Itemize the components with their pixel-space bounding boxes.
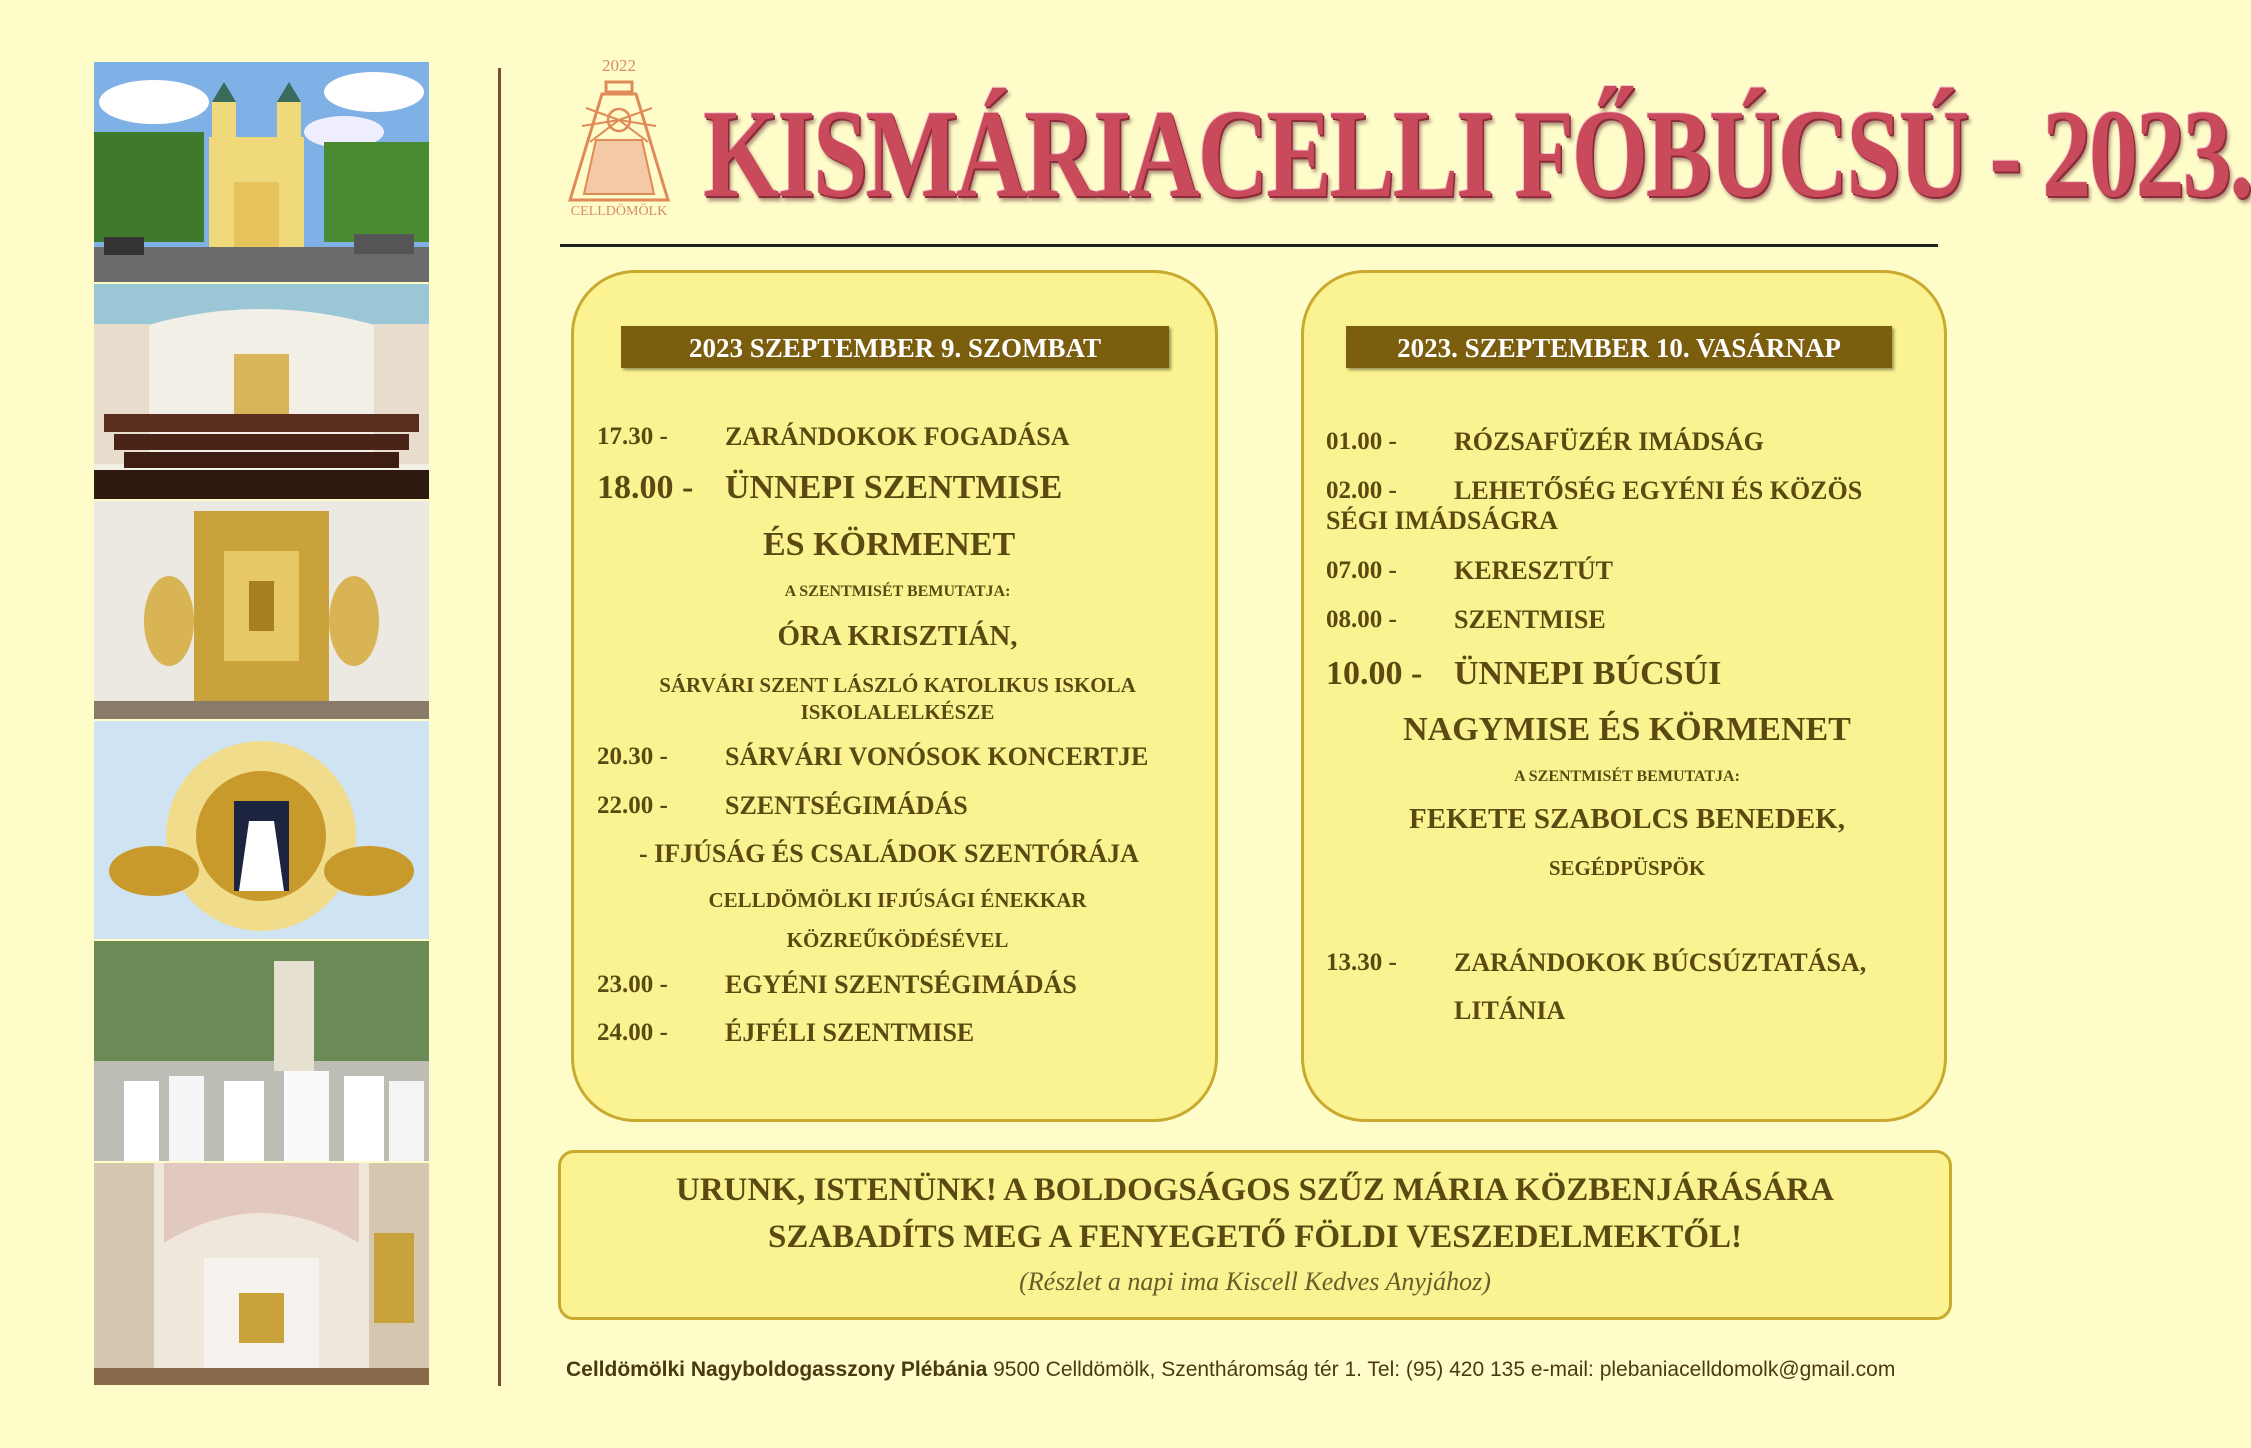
celebrant-name: FEKETE SZABOLCS BENEDEK, bbox=[1409, 803, 1845, 835]
time: 18.00 - bbox=[597, 469, 694, 506]
event: ÉJFÉLI SZENTMISE bbox=[725, 1018, 975, 1047]
event: SÁRVÁRI VONÓSOK KONCERTJE bbox=[725, 742, 1149, 771]
photo-strip bbox=[94, 62, 429, 1385]
footer-contact bbox=[566, 1358, 1966, 1382]
time: 20.30 - bbox=[597, 743, 668, 770]
photo-altar bbox=[94, 501, 429, 719]
time: 17.30 - bbox=[597, 423, 668, 450]
event: SZENTSÉGIMÁDÁS bbox=[725, 791, 968, 820]
page-title: KISMÁRIACELLI FŐBÚCSÚ - 2023. bbox=[703, 85, 2251, 224]
logo-town: CELLDÖMÖLK bbox=[570, 204, 668, 219]
time: 22.00 - bbox=[597, 792, 668, 819]
time: 02.00 - bbox=[1326, 477, 1397, 504]
event-wrap: SÉGI IMÁDSÁGRA bbox=[1326, 506, 1558, 535]
celebrant-note: A SZENTMISÉT BEMUTATJA: bbox=[1514, 768, 1740, 785]
parish-name: Celldömölki Nagyboldogasszony Plébánia bbox=[566, 1358, 988, 1381]
photo-sanctuary bbox=[94, 1163, 429, 1385]
time: 07.00 - bbox=[1326, 557, 1397, 584]
event-continued: - IFJÚSÁG ÉS CSALÁDOK SZENTÓRÁJA bbox=[639, 839, 1139, 868]
title-underline bbox=[560, 244, 1938, 247]
saturday-header: 2023 SZEPTEMBER 9. SZOMBAT bbox=[621, 326, 1169, 368]
vertical-divider bbox=[498, 68, 501, 1386]
event: ZARÁNDOKOK BÚCSÚZTATÁSA, bbox=[1454, 948, 1867, 977]
event: EGYÉNI SZENTSÉGIMÁDÁS bbox=[725, 970, 1077, 999]
choir-note: KÖZREŰKÖDÉSÉVEL bbox=[786, 928, 1009, 952]
time: 10.00 - bbox=[1326, 655, 1423, 692]
time: 23.00 - bbox=[597, 971, 668, 998]
event: ÜNNEPI BÚCSÚI bbox=[1454, 655, 1722, 692]
time: 24.00 - bbox=[597, 1019, 668, 1046]
photo-church-nave bbox=[94, 284, 429, 499]
photo-church-exterior bbox=[94, 62, 429, 282]
parish-address: 9500 Celldömölk, Szentháromság tér 1. Tel: (95) 420 135 e-mail: plebaniacelldomolk@gmail.com bbox=[987, 1358, 1896, 1381]
photo-procession bbox=[94, 941, 429, 1161]
prayer-line-1: URUNK, ISTENÜNK! A BOLDOGSÁGOS SZŰZ MÁRIA KÖZBENJÁRÁSÁRA bbox=[676, 1172, 1834, 1208]
celebrant-note: A SZENTMISÉT BEMUTATJA: bbox=[784, 583, 1011, 600]
prayer-caption: (Részlet a napi ima Kiscell Kedves Anyjához) bbox=[1019, 1267, 1491, 1296]
event-wrap: LITÁNIA bbox=[1454, 996, 1566, 1025]
time: 01.00 - bbox=[1326, 428, 1397, 455]
logo-year: 2022 bbox=[602, 56, 636, 75]
prayer-line-2: SZABADÍTS MEG A FENYEGETŐ FÖLDI VESZEDELMEKTŐL! bbox=[767, 1219, 1743, 1255]
saturday-panel bbox=[571, 270, 1218, 1122]
event: RÓZSAFÜZÉR IMÁDSÁG bbox=[1454, 427, 1764, 456]
time: 13.30 - bbox=[1326, 949, 1397, 976]
event: ÜNNEPI SZENTMISE bbox=[725, 469, 1063, 506]
photo-madonna-statue bbox=[94, 721, 429, 939]
event: ZARÁNDOKOK FOGADÁSA bbox=[725, 422, 1070, 451]
event: SZENTMISE bbox=[1454, 605, 1606, 634]
sunday-panel bbox=[1301, 270, 1947, 1122]
choir-note: CELLDÖMÖLKI IFJÚSÁGI ÉNEKKAR bbox=[708, 888, 1087, 912]
celebrant-name: ÓRA KRISZTIÁN, bbox=[777, 620, 1018, 652]
celebrant-role: SEGÉDPÜSPÖK bbox=[1548, 856, 1706, 880]
parish-logo bbox=[560, 56, 678, 228]
celebrant-role: SÁRVÁRI SZENT LÁSZLÓ KATOLIKUS ISKOLA bbox=[659, 673, 1136, 697]
time: 08.00 - bbox=[1326, 606, 1397, 633]
event-continued: NAGYMISE ÉS KÖRMENET bbox=[1403, 711, 1851, 748]
madonna-logo-icon bbox=[566, 78, 672, 204]
event: KERESZTÚT bbox=[1454, 556, 1613, 585]
prayer-box bbox=[558, 1150, 1952, 1320]
celebrant-role: ISKOLALELKÉSZE bbox=[800, 700, 995, 724]
sunday-header: 2023. SZEPTEMBER 10. VASÁRNAP bbox=[1346, 326, 1892, 368]
event-continued: ÉS KÖRMENET bbox=[763, 526, 1016, 563]
event: LEHETŐSÉG EGYÉNI ÉS KÖZÖS bbox=[1454, 476, 1863, 505]
